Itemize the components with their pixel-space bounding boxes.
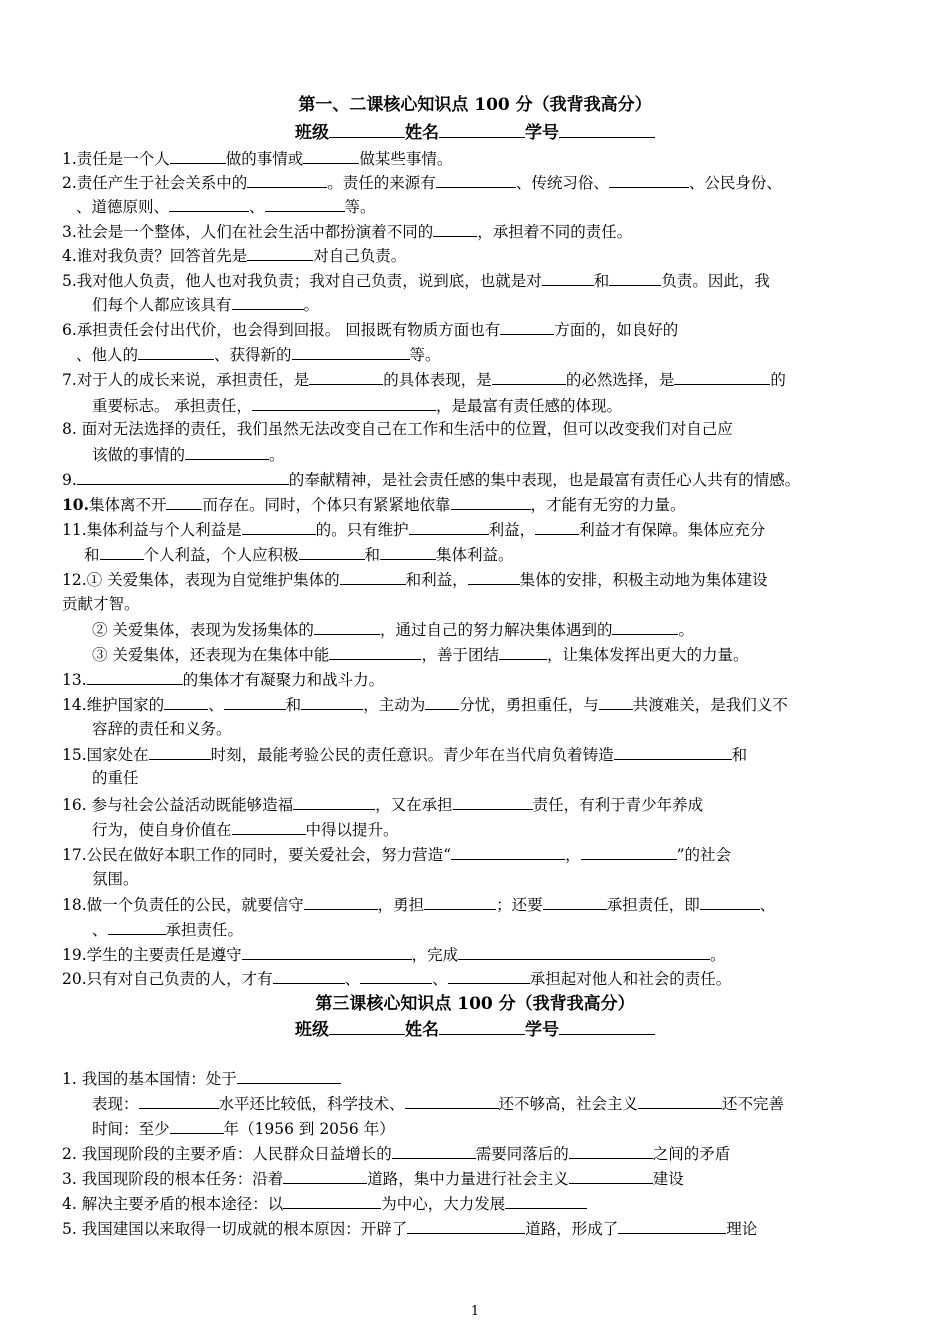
item-line: 表现： 水平还比较低，科学技术、 还不够高，社会主义 还不完善	[92, 1091, 784, 1116]
blank[interactable]	[314, 617, 380, 635]
blank[interactable]	[283, 1166, 367, 1184]
blank[interactable]	[304, 892, 378, 910]
blank[interactable]	[100, 542, 144, 560]
blank[interactable]	[224, 692, 286, 710]
blank[interactable]	[273, 966, 345, 984]
blank[interactable]	[500, 317, 554, 335]
item-line: 和 个人利益，个人应积极 和 集体利益。	[84, 542, 514, 567]
blank[interactable]	[559, 1017, 655, 1035]
item-line: 15.国家处在 时刻，最能考验公民的责任意识。青少年在当代肩负着铸造 和	[62, 742, 747, 767]
blank[interactable]	[453, 792, 533, 810]
item-line: 5.我对他人负责，他人也对我负责；我对自己负责，说到底，也就是对 和 负责。因此，我	[62, 268, 770, 293]
item-line: 、他人的 、获得新的 等。	[76, 342, 441, 367]
blank[interactable]	[283, 1191, 381, 1209]
blank[interactable]	[293, 792, 375, 810]
blank[interactable]	[380, 542, 436, 560]
item-line: 2. 我国现阶段的主要矛盾：人民群众日益增长的 需要同落后的 之间的矛盾	[62, 1141, 730, 1166]
section-title-2: 第三课核心知识点 100 分（我背我高分）	[315, 994, 635, 1014]
item-line: 、 承担责任。	[92, 917, 243, 942]
blank[interactable]	[638, 1091, 722, 1109]
item-line: 容辞的责任和义务。	[92, 720, 232, 738]
blank[interactable]	[303, 146, 359, 164]
item-line: 、道德原则、 、 等。	[76, 194, 376, 219]
item-line: 该做的事情的 。	[92, 442, 285, 467]
blank[interactable]	[170, 146, 226, 164]
blank[interactable]	[185, 442, 269, 460]
blank[interactable]	[139, 1091, 219, 1109]
blank[interactable]	[448, 966, 530, 984]
blank[interactable]	[329, 642, 421, 660]
blank[interactable]	[451, 492, 531, 510]
item-line: 氛围。	[92, 870, 139, 888]
blank[interactable]	[451, 842, 565, 860]
blank[interactable]	[237, 1066, 341, 1084]
blank[interactable]	[405, 1091, 499, 1109]
item-line: 5. 我国建国以来取得一切成就的根本原因：开辟了 道路，形成了 理论	[62, 1216, 757, 1241]
blank[interactable]	[301, 692, 363, 710]
blank[interactable]	[458, 942, 710, 960]
section-title-1: 第一、二课核心知识点 100 分（我背我高分）	[298, 95, 652, 115]
blank[interactable]	[609, 170, 689, 188]
blank[interactable]	[433, 219, 477, 237]
blank[interactable]	[292, 342, 410, 360]
blank[interactable]	[569, 1166, 653, 1184]
blank[interactable]	[242, 517, 316, 535]
item-line: 12.① 关爱集体，表现为自觉维护集体的 和利益， 集体的安排，积极主动地为集体建设	[62, 567, 768, 592]
item-line: 4. 解决主要矛盾的根本途径：以 为中心，大力发展	[62, 1191, 587, 1216]
blank[interactable]	[169, 194, 249, 212]
blank[interactable]	[232, 817, 306, 835]
blank[interactable]	[170, 1116, 224, 1134]
item-line: 11.集体利益与个人利益是 的。只有维护 利益， 利益才有保障。集体应充分	[62, 517, 765, 542]
blank[interactable]	[166, 492, 202, 510]
field-class-label: 班级	[295, 1020, 329, 1040]
item-line: 重要标志。 承担责任， ，是最富有责任感的体现。	[92, 393, 622, 418]
blank[interactable]	[329, 1017, 405, 1035]
blank[interactable]	[247, 243, 313, 261]
item-line: 10.集体离不开 而存在。同时，个体只有紧紧地依靠 ，才能有无穷的力量。	[62, 492, 686, 517]
item-line: ② 关爱集体，表现为发扬集体的 ，通过自己的努力解决集体遇到的 。	[92, 617, 694, 642]
blank[interactable]	[468, 567, 520, 585]
blank[interactable]	[425, 692, 459, 710]
blank[interactable]	[599, 692, 633, 710]
blank[interactable]	[439, 120, 525, 138]
item-line: 贡献才智。	[62, 595, 140, 613]
blank[interactable]	[609, 268, 661, 286]
item-line: 8. 面对无法选择的责任，我们虽然无法改变自己在工作和生活中的位置，但可以改变我们对自己应	[62, 420, 733, 438]
item-line: 3. 我国现阶段的根本任务：沿着 道路，集中力量进行社会主义 建设	[62, 1166, 684, 1191]
blank[interactable]	[252, 393, 436, 411]
item-line: 20.只有对自己负责的人，才有 、 、 承担起对他人和社会的责任。	[62, 966, 731, 991]
blank[interactable]	[559, 120, 655, 138]
blank[interactable]	[329, 120, 405, 138]
item-line: 17.公民在做好本职工作的同时，要关爱社会，努力营造“ ， ”的社会	[62, 842, 731, 867]
blank[interactable]	[505, 1191, 587, 1209]
blank[interactable]	[674, 367, 770, 385]
blank[interactable]	[77, 467, 289, 485]
blank[interactable]	[543, 892, 607, 910]
blank[interactable]	[232, 292, 304, 310]
blank[interactable]	[407, 1216, 525, 1234]
blank[interactable]	[309, 367, 383, 385]
blank[interactable]	[499, 642, 547, 660]
item-line: ③ 关爱集体，还表现为在集体中能 ，善于团结 ，让集体发挥出更大的力量。	[92, 642, 748, 667]
blank[interactable]	[149, 742, 211, 760]
blank[interactable]	[108, 917, 166, 935]
blank[interactable]	[535, 517, 579, 535]
student-info-row-2	[0, 1017, 950, 1042]
blank[interactable]	[618, 1216, 726, 1234]
field-class-label: 班级	[295, 123, 329, 143]
blank[interactable]	[439, 1017, 525, 1035]
field-name-label: 姓名	[405, 123, 439, 143]
page-number: 1	[470, 1304, 480, 1319]
blank[interactable]	[614, 742, 732, 760]
blank[interactable]	[436, 170, 516, 188]
item-line: 19.学生的主要责任是遵守 ，完成 。	[62, 942, 726, 967]
field-id-label: 学号	[525, 1020, 559, 1040]
item-line: 7.对于人的成长来说，承担责任，是 的具体表现，是 的必然选择，是 的	[62, 367, 786, 392]
blank[interactable]	[164, 692, 208, 710]
item-line: 14.维护国家的 、 和 ，主动为 分忧，勇担重任，与 共渡难关，是我们义不	[62, 692, 788, 717]
item-line: 2.责任产生于社会关系中的 。责任的来源有 、传统习俗、 、公民身份、	[62, 170, 782, 195]
item-line: 4.谁对我负责？回答首先是 对自己负责。	[62, 243, 406, 268]
blank[interactable]	[265, 194, 345, 212]
blank[interactable]	[392, 1141, 476, 1159]
item-line: 1.责任是一个人 做的事情或 做某些事情。	[62, 146, 452, 171]
blank[interactable]	[138, 342, 214, 360]
item-line: 们每个人都应该具有 。	[92, 292, 319, 317]
item-line: 13. 的集体才有凝聚力和战斗力。	[62, 667, 384, 692]
item-line: 3.社会是一个整体，人们在社会生活中都扮演着不同的 ，承担着不同的责任。	[62, 219, 632, 244]
blank[interactable]	[612, 617, 678, 635]
blank[interactable]	[581, 842, 677, 860]
blank[interactable]	[340, 567, 406, 585]
student-info-row-1	[0, 120, 950, 145]
item-line: 18.做一个负责任的公民，就要信守 ，勇担 ；还要 承担责任，即 、	[62, 892, 775, 917]
blank[interactable]	[87, 667, 183, 685]
item-line: 行为，使自身价值在 中得以提升。	[92, 817, 399, 842]
item-line: 9. 的奉献精神，是社会责任感的集中表现，也是最富有责任心人共有的情感。	[62, 467, 800, 492]
blank[interactable]	[700, 892, 760, 910]
blank[interactable]	[542, 268, 594, 286]
blank[interactable]	[360, 966, 432, 984]
item-line: 的重任	[92, 769, 139, 787]
field-name-label: 姓名	[405, 1020, 439, 1040]
item-line: 1. 我国的基本国情：处于	[62, 1066, 341, 1091]
field-id-label: 学号	[525, 123, 559, 143]
blank[interactable]	[424, 892, 496, 910]
item-line: 16. 参与社会公益活动既能够造福 ，又在承担 责任，有利于青少年养成	[62, 792, 703, 817]
blank[interactable]	[569, 1141, 653, 1159]
blank[interactable]	[299, 542, 365, 560]
blank[interactable]	[492, 367, 566, 385]
item-line: 6.承担责任会付出代价，也会得到回报。 回报既有物质方面也有 方面的，如良好的	[62, 317, 678, 342]
item-line: 时间：至少 年（1956 到 2056 年）	[92, 1116, 395, 1141]
blank[interactable]	[242, 942, 412, 960]
blank[interactable]	[409, 517, 489, 535]
blank[interactable]	[247, 170, 327, 188]
